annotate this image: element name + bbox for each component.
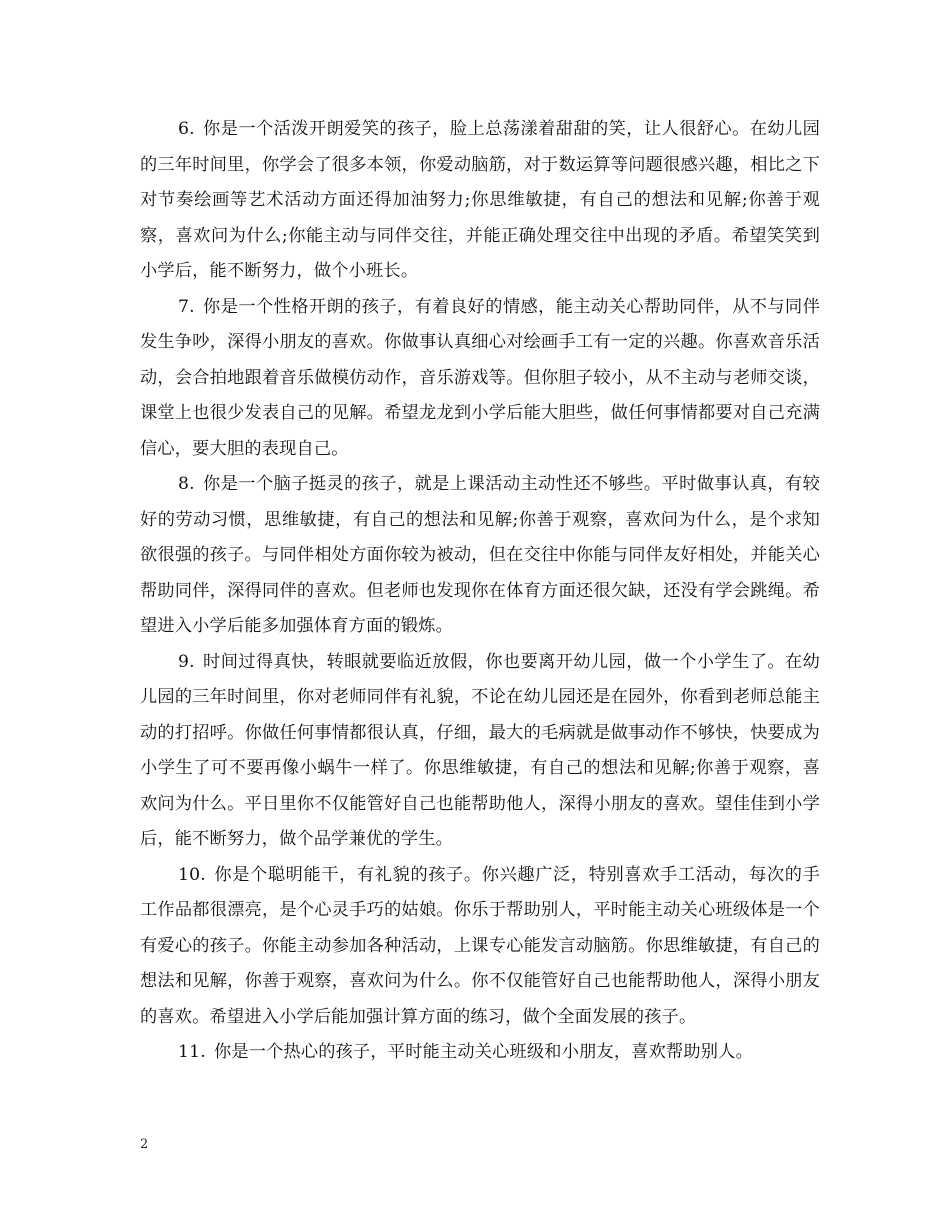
paragraph-9 bbox=[140, 645, 820, 858]
paragraph-number: 11. bbox=[178, 1042, 206, 1062]
paragraph-11 bbox=[140, 1035, 820, 1071]
paragraph-text: 你是一个活泼开朗爱笑的孩子，脸上总荡漾着甜甜的笑，让人很舒心。在幼儿园的三年时间里，你学会了很多本领，你爱动脑筋，对于数运算等问题很感兴趣，相比之下对节奏绘画等艺术活动方面还得加油努力;你思维敏捷，有自己的想法和见解;你善于观察，喜欢问为什么;你能主动与同伴交往，并能正确处理交往中出现的矛盾。希望笑笑到小学后，能不断努力，做个小班长。 bbox=[140, 119, 820, 281]
document-body bbox=[140, 112, 820, 1071]
paragraph-text: 时间过得真快，转眼就要临近放假，你也要离开幼儿园，做一个小学生了。在幼儿园的三年时间里，你对老师同伴有礼貌，不论在幼儿园还是在园外，你看到老师总能主动的打招呼。你做任何事情都很认真，仔细，最大的毛病就是做事动作不够快，快要成为小学生了可不要再像小蜗牛一样了。你思维敏捷，有自己的想法和见解;你善于观察，喜欢问为什么。平日里你不仅能管好自己也能帮助他人，深得小朋友的喜欢。望佳佳到小学后，能不断努力，做个品学兼优的学生。 bbox=[140, 651, 820, 849]
paragraph-number: 9. bbox=[178, 651, 195, 672]
paragraph-text: 你是一个热心的孩子，平时能主动关心班级和小朋友，喜欢帮助别人。 bbox=[213, 1042, 753, 1062]
paragraph-10 bbox=[140, 858, 820, 1036]
paragraph-number: 7. bbox=[178, 296, 195, 317]
paragraph-7 bbox=[140, 290, 820, 468]
paragraph-text: 你是一个脑子挺灵的孩子，就是上课活动主动性还不够些。平时做事认真，有较好的劳动习惯，思维敏捷，有自己的想法和见解;你善于观察，喜欢问为什么，是个求知欲很强的孩子。与同伴相处方面你较为被动，但在交往中你能与同伴友好相处，并能关心帮助同伴，深得同伴的喜欢。但老师也发现你在体育方面还很欠缺，还没有学会跳绳。希望进入小学后能多加强体育方面的锻炼。 bbox=[140, 474, 820, 636]
paragraph-8 bbox=[140, 467, 820, 645]
paragraph-6 bbox=[140, 112, 820, 290]
paragraph-number: 8. bbox=[178, 474, 195, 494]
paragraph-number: 6. bbox=[178, 119, 195, 139]
paragraph-text: 你是一个性格开朗的孩子，有着良好的情感，能主动关心帮助同伴，从不与同伴发生争吵，深得小朋友的喜欢。你做事认真细心对绘画手工有一定的兴趣。你喜欢音乐活动，会合拍地跟着音乐做模仿动作，音乐游戏等。但你胆子较小，从不主动与老师交谈，课堂上也很少发表自己的见解。希望龙龙到小学后能大胆些，做任何事情都要对自己充满信心，要大胆的表现自己。 bbox=[140, 296, 820, 459]
paragraph-text: 你是个聪明能干，有礼貌的孩子。你兴趣广泛，特别喜欢手工活动，每次的手工作品都很漂亮，是个心灵手巧的姑娘。你乐于帮助别人，平时能主动关心班级体是一个有爱心的孩子。你能主动参加各种活动，上课专心能发言动脑筋。你思维敏捷，有自己的想法和见解，你善于观察，喜欢问为什么。你不仅能管好自己也能帮助他人，深得小朋友的喜欢。希望进入小学后能加强计算方面的练习，做个全面发展的孩子。 bbox=[140, 864, 820, 1027]
paragraph-number: 10. bbox=[178, 864, 206, 885]
page-number: 2 bbox=[140, 1137, 149, 1152]
